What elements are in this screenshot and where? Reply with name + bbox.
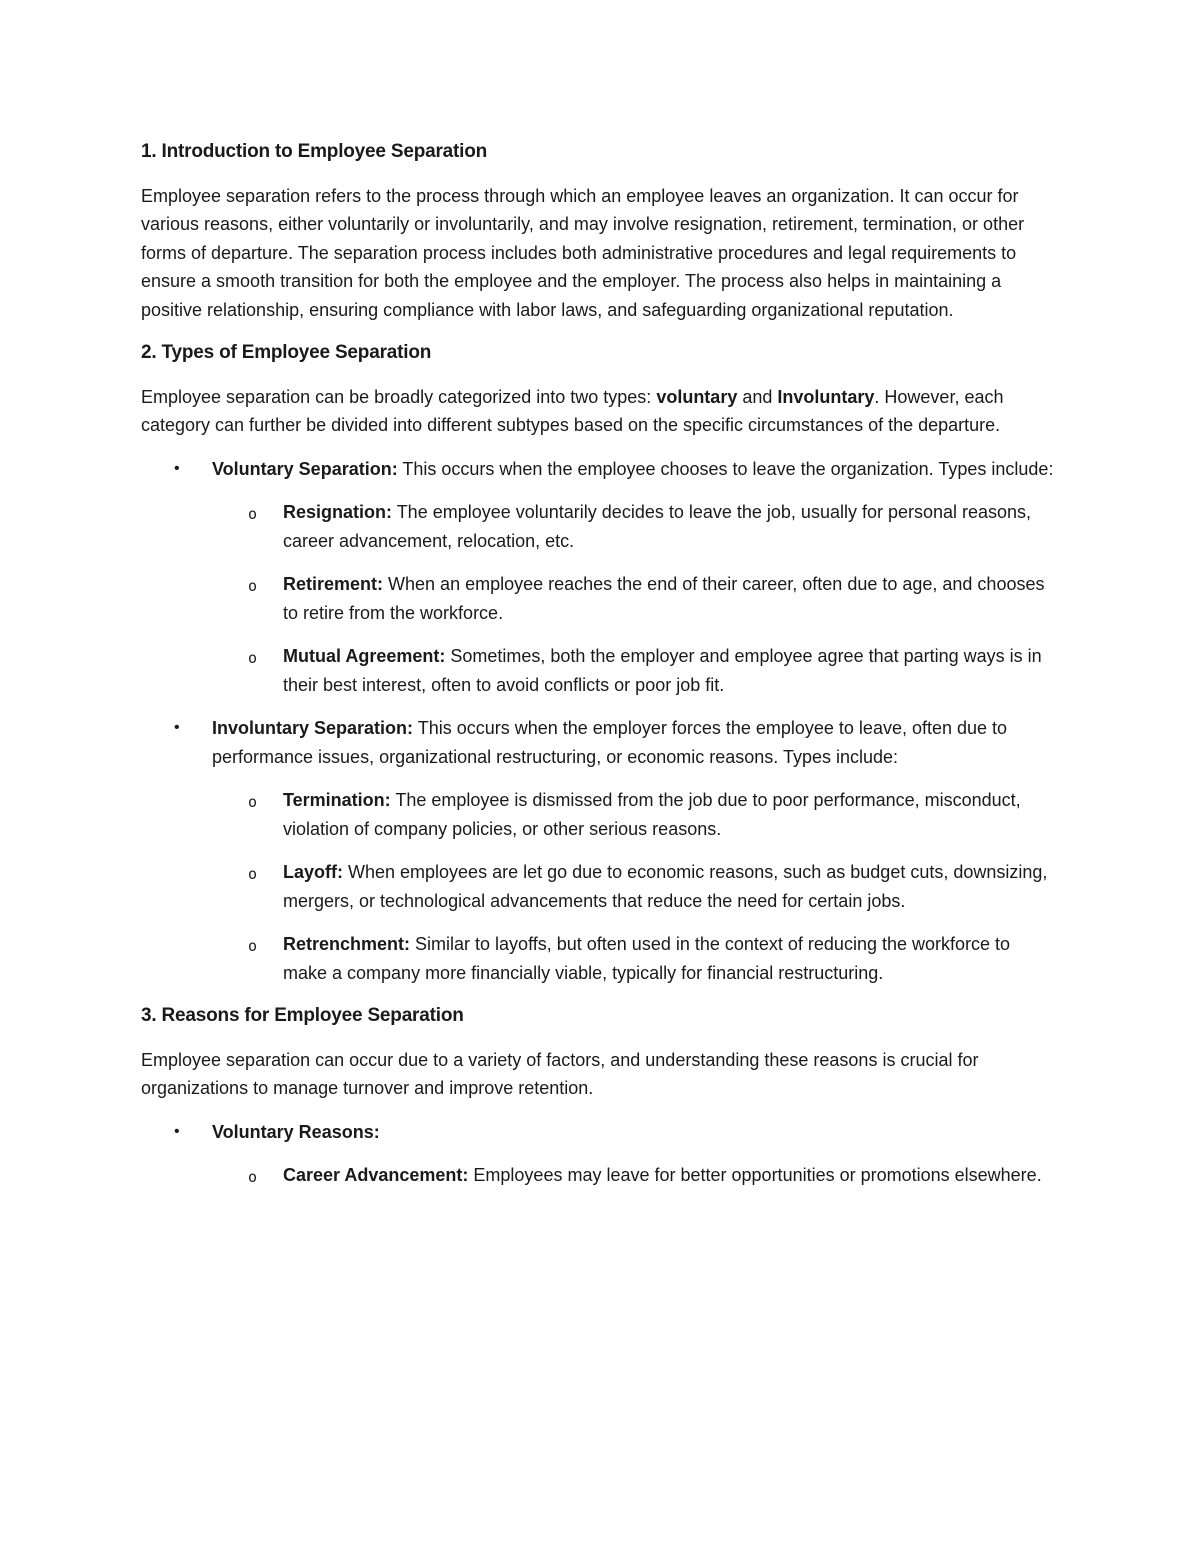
list-item-mutual-agreement (212, 642, 1056, 699)
sub-bullet-icon: o (248, 793, 258, 811)
sub-bullet-icon: o (248, 505, 258, 523)
voluntary-subtypes-list (212, 498, 1056, 699)
item-title: Involuntary Separation: (212, 718, 414, 738)
document-page (141, 138, 1056, 1205)
list-item-voluntary-separation (141, 455, 1056, 700)
bullet-icon: • (174, 719, 180, 736)
subitem-text: The employee voluntarily decides to leave the job, usually for personal reasons, career advancement, relocation, etc. (283, 502, 1032, 551)
list-item-retrenchment (212, 930, 1056, 987)
list-item-involuntary-separation (141, 714, 1056, 987)
list-item-resignation (212, 498, 1056, 555)
subitem-title: Layoff: (283, 862, 343, 882)
subitem-title: Retrenchment: (283, 934, 411, 954)
section-2-paragraph-post: . However, each category can further be divided into different subtypes based on the specific circumstances of the departure. (141, 386, 1004, 435)
item-text: This occurs when the employer forces the employee to leave, often due to performance issues, organizational restructuring, or economic reasons. Types include: (212, 718, 1008, 767)
item-title: Voluntary Reasons: (212, 1121, 380, 1142)
section-3-heading: 3. Reasons for Employee Separation (141, 1005, 464, 1026)
section-2-heading: 2. Types of Employee Separation (141, 342, 432, 363)
subitem-title: Resignation: (283, 502, 393, 522)
sub-bullet-icon: o (248, 577, 258, 595)
section-1-heading: 1. Introduction to Employee Separation (141, 141, 488, 162)
term-involuntary: Involuntary (777, 386, 875, 407)
bullet-icon: • (174, 1122, 180, 1140)
section-2-paragraph (141, 383, 1056, 440)
section-2-paragraph-and: and (737, 386, 778, 407)
sub-bullet-icon: o (248, 1168, 258, 1186)
section-2-paragraph-pre: Employee separation can be broadly categorized into two types: (141, 386, 657, 407)
section-1-paragraph: Employee separation refers to the process through which an employee leaves an organization. It can occur for various reasons, either voluntarily or involuntarily, and may involve resignation, retirement, termination, or other forms of departure. The separation process includes both administrative procedures and legal requirements to ensure a smooth transition for both the employee and the employer. The process also helps in maintaining a positive relationship, ensuring compliance with labor laws, and safeguarding organizational reputation. (141, 185, 1025, 320)
subitem-text: Similar to layoffs, but often used in the context of reducing the workforce to make a company more financially viable, typically for financial restructuring. (283, 934, 1011, 983)
bullet-icon: • (174, 459, 180, 477)
section-3-paragraph: Employee separation can occur due to a variety of factors, and understanding these reasons is crucial for organizations to manage turnover and improve retention. (141, 1049, 979, 1098)
list-item-layoff (212, 858, 1056, 915)
sub-bullet-icon: o (248, 937, 258, 955)
subitem-text: When an employee reaches the end of their career, often due to age, and chooses to retire from the workforce. (283, 574, 1045, 623)
subitem-title: Mutual Agreement: (283, 646, 446, 666)
subitem-title: Retirement: (283, 574, 384, 594)
sub-bullet-icon: o (248, 649, 258, 667)
list-item-voluntary-reasons (141, 1118, 1056, 1190)
separation-types-list (141, 455, 1056, 988)
subitem-title: Termination: (283, 790, 391, 810)
involuntary-subtypes-list (212, 786, 1056, 987)
list-item-termination (212, 786, 1056, 843)
item-text: This occurs when the employee chooses to leave the organization. Types include: (397, 458, 1054, 479)
separation-reasons-list (141, 1118, 1056, 1190)
subitem-text: Employees may leave for better opportunities or promotions elsewhere. (468, 1165, 1042, 1185)
subitem-title: Career Advancement: (283, 1165, 469, 1185)
item-title: Voluntary Separation: (212, 458, 398, 479)
subitem-text: Sometimes, both the employer and employee agree that parting ways is in their best interest, often to avoid conflicts or poor job fit. (283, 646, 1042, 695)
sub-bullet-icon: o (248, 865, 258, 883)
list-item-career-advancement (212, 1161, 1056, 1190)
voluntary-reasons-sublist (212, 1161, 1056, 1190)
subitem-text: When employees are let go due to economic reasons, such as budget cuts, downsizing, mergers, or technological advancements that reduce the need for certain jobs. (283, 862, 1048, 911)
list-item-retirement (212, 570, 1056, 627)
term-voluntary: voluntary (656, 386, 738, 407)
subitem-text: The employee is dismissed from the job due to poor performance, misconduct, violation of company policies, or other serious reasons. (283, 790, 1021, 839)
